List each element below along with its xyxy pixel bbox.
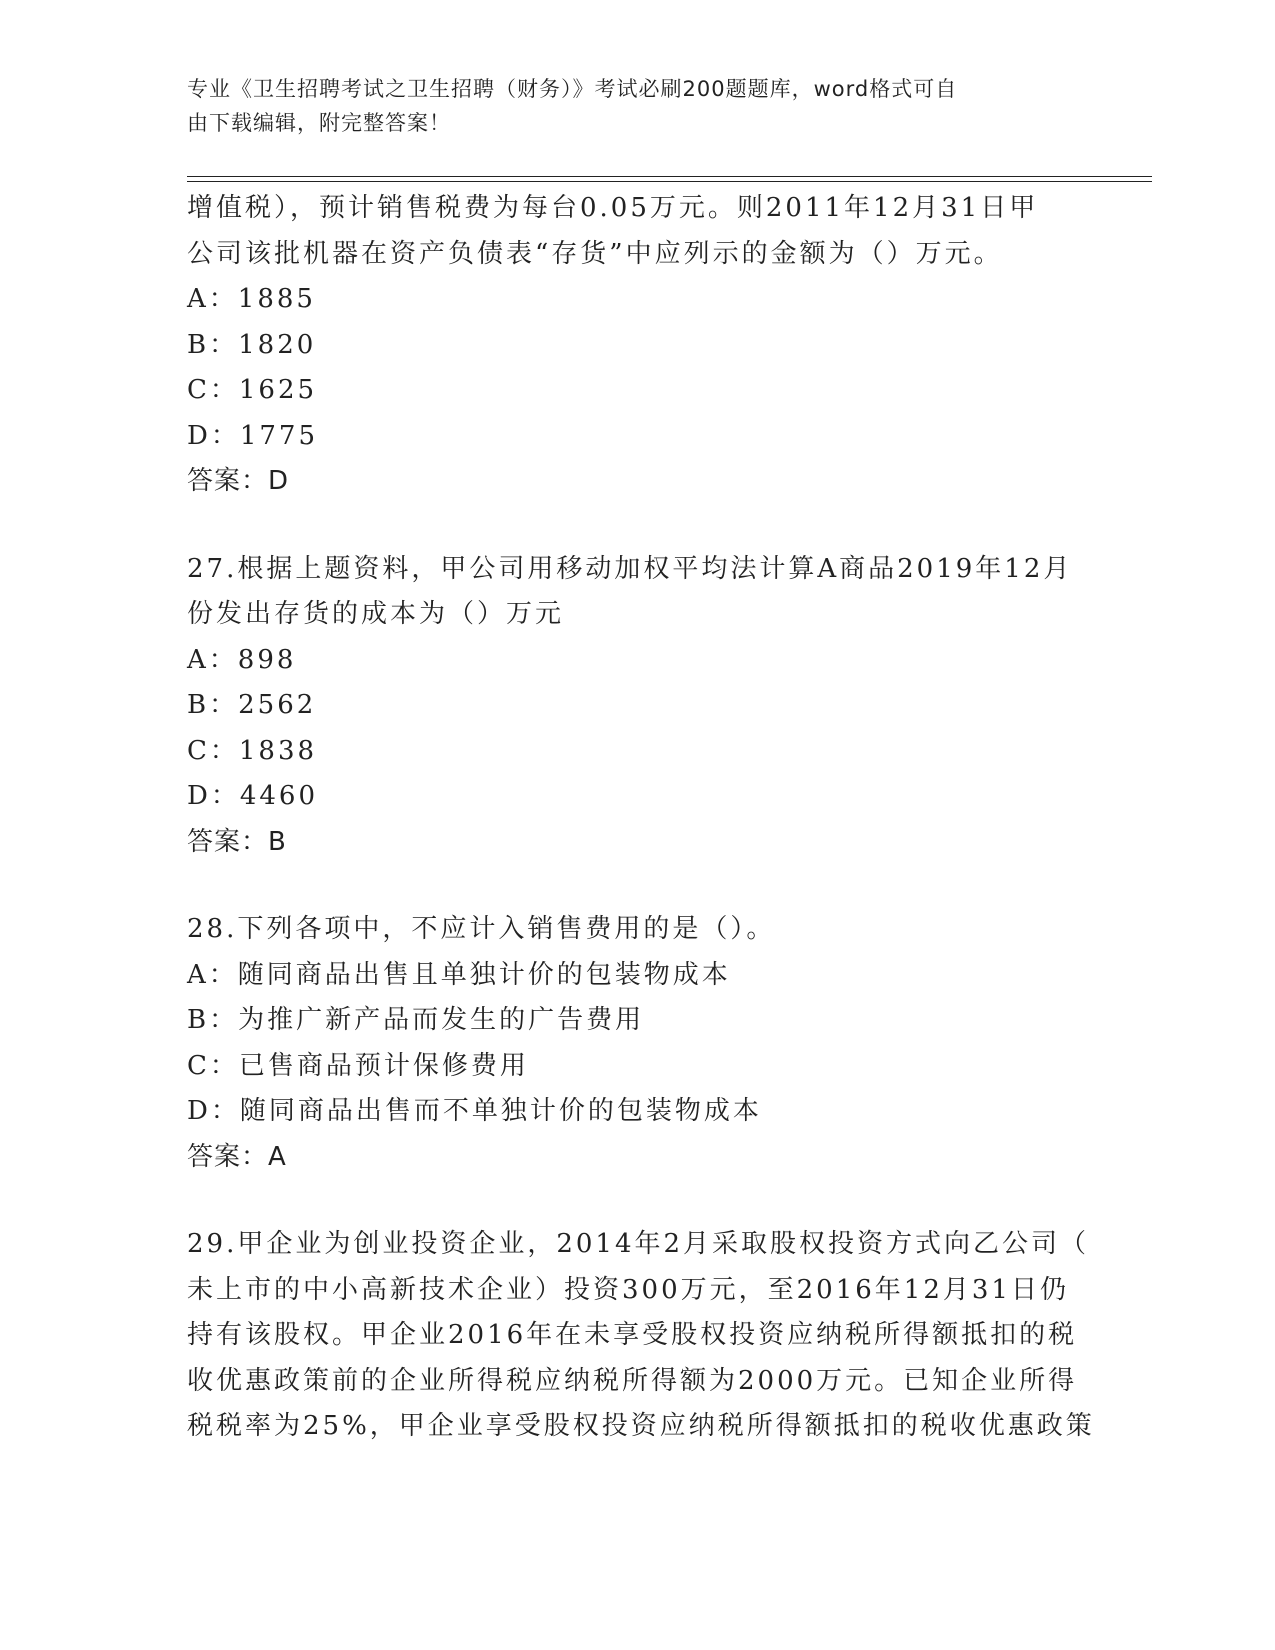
option-b: B：1820 [187,329,317,360]
option-b: B：2562 [187,690,317,720]
option-d: D：1775 [187,420,319,451]
question-stem-line: 未上市的中小高新技术企业）投资300万元，至2016年12月31日仍 [187,1274,1069,1305]
question-stem-line: 份发出存货的成本为（）万元 [187,599,565,629]
header-line-2: 由下载编辑，附完整答案！ [187,111,451,135]
header-divider-bottom [187,181,1152,182]
header-line-1: 专业《卫生招聘考试之卫生招聘（财务）》考试必刷200题题库，word格式可自 [187,77,958,101]
option-a: A：随同商品出售且单独计价的包装物成本 [187,959,731,990]
question-29 [187,1222,1095,1450]
question-stem-line: 27.根据上题资料，甲公司用移动加权平均法计算A商品2019年12月 [187,553,1073,584]
option-c: C：1625 [187,375,318,405]
option-d: D：4460 [187,781,319,811]
document-body [187,186,1095,1450]
question-27 [187,547,1087,866]
option-a: A：898 [187,644,297,675]
question-stem-line: 税税率为25%，甲企业享受股权投资应纳税所得额抵扣的税收优惠政策 [187,1411,1095,1441]
option-c: C：已售商品预计保修费用 [187,1050,529,1081]
question-stem-line: 29.甲企业为创业投资企业，2014年2月采取股权投资方式向乙公司（ [187,1229,1090,1259]
spacer [187,505,1087,547]
answer-line: 答案：B [187,826,287,857]
option-b: B：为推广新产品而发生的广告费用 [187,1005,645,1035]
question-stem-line: 收优惠政策前的企业所得税应纳税所得额为2000万元。已知企业所得 [187,1365,1078,1396]
answer-line: 答案：D [187,466,290,496]
header-divider-top [187,176,1152,177]
spacer [187,865,1087,907]
spacer [187,1180,1087,1222]
option-c: C：1838 [187,735,318,766]
answer-line: 答案：A [187,1141,287,1172]
question-28 [187,907,1087,1180]
question-stem-line: 增值税），预计销售税费为每台0.05万元。则2011年12月31日甲 [187,193,1039,223]
option-a: A：1885 [187,284,316,314]
question-26 [187,186,1087,505]
question-stem-line: 公司该批机器在资产负债表“存货”中应列示的金额为（）万元。 [187,238,1003,269]
question-stem-line: 持有该股权。甲企业2016年在未享受股权投资应纳税所得额抵扣的税 [187,1320,1078,1350]
question-stem-line: 28.下列各项中，不应计入销售费用的是（）。 [187,914,776,944]
option-d: D：随同商品出售而不单独计价的包装物成本 [187,1096,762,1126]
document-header [187,72,1067,140]
